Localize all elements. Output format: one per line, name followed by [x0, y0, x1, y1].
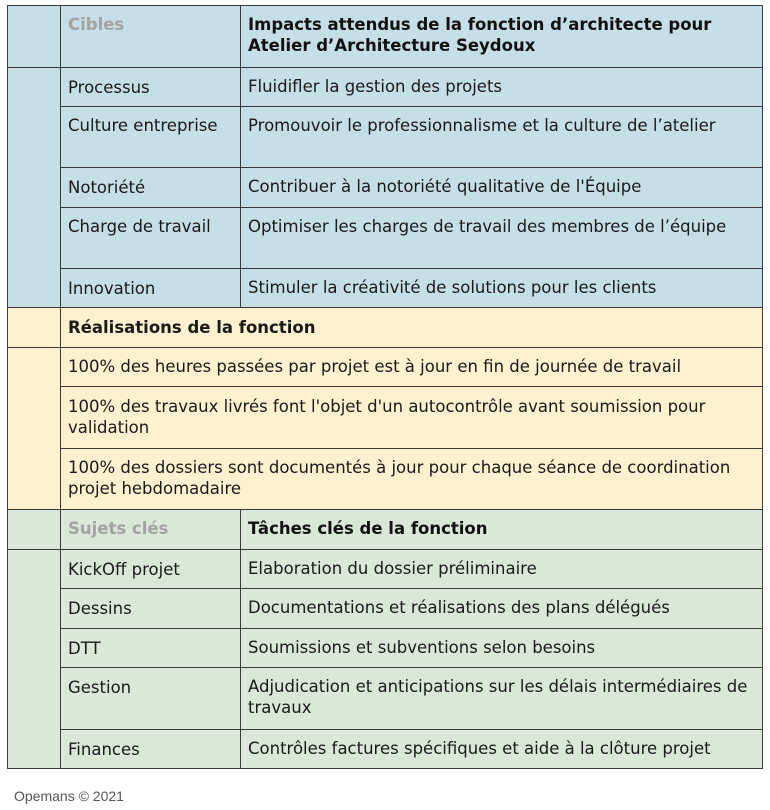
task-text: Adjudication et anticipations sur les délais intermédiaires de travaux	[241, 668, 763, 730]
achievements-header-gutter	[8, 308, 61, 348]
achievements-header-row	[8, 308, 763, 348]
function-table	[7, 5, 763, 769]
copyright-notice: Opemans © 2021	[14, 788, 124, 804]
targets-header-gutter	[8, 6, 61, 68]
target-label: Culture entreprise	[61, 107, 241, 168]
table-row	[8, 387, 763, 449]
target-text: Optimiser les charges de travail des membres de l’équipe	[241, 208, 763, 269]
target-label: Notoriété	[61, 168, 241, 208]
achievements-gutter	[8, 348, 61, 510]
target-text: Fluidifler la gestion des projets	[241, 68, 763, 107]
tasks-header-row	[8, 510, 763, 550]
task-text: Contrôles factures spécifiques et aide à la clôture projet	[241, 730, 763, 769]
table-row	[8, 168, 763, 208]
task-label: DTT	[61, 629, 241, 668]
table-row	[8, 107, 763, 168]
tasks-gutter	[8, 550, 61, 769]
table-row	[8, 68, 763, 107]
achievements-header-title: Réalisations de la fonction	[61, 308, 763, 348]
tasks-header-gutter	[8, 510, 61, 550]
table-row	[8, 730, 763, 769]
target-label: Charge de travail	[61, 208, 241, 269]
table-row	[8, 550, 763, 589]
target-text: Contribuer à la notoriété qualitative de l'Équipe	[241, 168, 763, 208]
tasks-header-title: Tâches clés de la fonction	[241, 510, 763, 550]
task-text: Soumissions et subventions selon besoins	[241, 629, 763, 668]
target-label: Innovation	[61, 269, 241, 308]
target-label: Processus	[61, 68, 241, 107]
task-label: Gestion	[61, 668, 241, 730]
table-row	[8, 269, 763, 308]
targets-header-row	[8, 6, 763, 68]
task-text: Elaboration du dossier préliminaire	[241, 550, 763, 589]
targets-gutter	[8, 68, 61, 308]
task-label: Finances	[61, 730, 241, 769]
task-label: KickOff projet	[61, 550, 241, 589]
tasks-header-label: Sujets clés	[61, 510, 241, 550]
achievement-text: 100% des travaux livrés font l'objet d'un autocontrôle avant soumission pour validation	[61, 387, 763, 449]
table-row	[8, 668, 763, 730]
targets-header-label: Cibles	[61, 6, 241, 68]
task-text: Documentations et réalisations des plans délégués	[241, 589, 763, 629]
table-row	[8, 449, 763, 510]
table-row	[8, 629, 763, 668]
achievement-text: 100% des dossiers sont documentés à jour pour chaque séance de coordination projet hebdomadaire	[61, 449, 763, 510]
target-text: Stimuler la créativité de solutions pour les clients	[241, 269, 763, 308]
target-text: Promouvoir le professionnalisme et la culture de l’atelier	[241, 107, 763, 168]
table-row	[8, 208, 763, 269]
table-row	[8, 348, 763, 387]
achievement-text: 100% des heures passées par projet est à jour en fin de journée de travail	[61, 348, 763, 387]
task-label: Dessins	[61, 589, 241, 629]
table-row	[8, 589, 763, 629]
targets-header-title: Impacts attendus de la fonction d’architecte pour Atelier d’Architecture Seydoux	[241, 6, 763, 68]
